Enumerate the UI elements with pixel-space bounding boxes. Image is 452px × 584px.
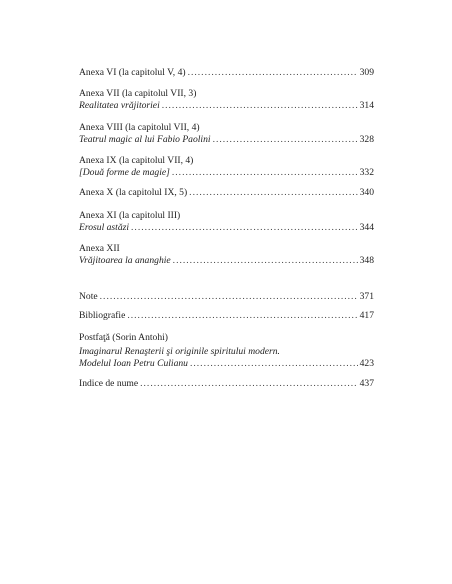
toc-entry-anexa-ix[interactable] xyxy=(79,155,374,179)
toc-entry-heading: Anexa IX (la capitolul VII, 4) xyxy=(79,155,194,166)
toc-entry-title: Vrăjitoarea la ananghie xyxy=(79,255,171,266)
toc-page-number: 332 xyxy=(359,167,374,178)
toc-entry-anexa-xi[interactable] xyxy=(79,210,374,234)
toc-page-number: 328 xyxy=(359,134,374,145)
toc-entry-title: Anexa X (la capitolul IX, 5) xyxy=(79,187,188,198)
dot-leader xyxy=(131,222,358,234)
toc-entry-heading: Anexa VIII (la capitolul VII, 4) xyxy=(79,122,200,133)
toc-entry-anexa-xii[interactable] xyxy=(79,243,374,267)
dot-leader xyxy=(188,67,358,79)
dot-leader xyxy=(127,310,357,322)
toc-page-number: 417 xyxy=(359,310,374,321)
toc-entry-anexa-vii[interactable] xyxy=(79,88,374,112)
toc-entry-title: Modelul Ioan Petru Culianu xyxy=(79,358,188,369)
toc-page-number: 371 xyxy=(359,291,374,302)
toc-entry-postfata[interactable] xyxy=(79,332,374,370)
toc-entry-anexa-vi[interactable] xyxy=(79,67,374,79)
dot-leader xyxy=(140,378,357,390)
toc-page-number: 309 xyxy=(359,67,374,78)
toc-entry-title: Indice de nume xyxy=(79,378,139,389)
dot-leader xyxy=(190,358,358,370)
toc-entry-anexa-viii[interactable] xyxy=(79,122,374,146)
toc-entry-bibliografie[interactable] xyxy=(79,310,374,322)
toc-entry-title: Erosul astăzi xyxy=(79,222,130,233)
toc-entry-title: Teatrul magic al lui Fabio Paolini xyxy=(79,134,211,145)
dot-leader xyxy=(213,134,358,146)
toc-page-number: 340 xyxy=(359,187,374,198)
toc-entry-title: Note xyxy=(79,291,98,302)
toc-entry-indice-de-nume[interactable] xyxy=(79,378,374,390)
toc-entry-heading: Anexa XII xyxy=(79,243,120,254)
dot-leader xyxy=(173,255,358,267)
toc-page-number: 423 xyxy=(359,358,374,369)
toc-page-number: 344 xyxy=(359,222,374,233)
dot-leader xyxy=(100,291,358,303)
dot-leader xyxy=(189,187,357,199)
toc-entry-title: Anexa VI (la capitolul V, 4) xyxy=(79,67,186,78)
toc-entry-title: Realitatea vrăjitoriei xyxy=(79,100,160,111)
toc-entry-heading: Postfaţă (Sorin Antohi) xyxy=(79,332,169,343)
toc-page-number: 314 xyxy=(359,100,374,111)
toc-entry-note[interactable] xyxy=(79,291,374,303)
toc-page-number: 348 xyxy=(359,255,374,266)
toc-entry-anexa-x[interactable] xyxy=(79,187,374,199)
toc-entry-title-line: Imaginarul Renaşterii şi originile spiritului modern. xyxy=(79,346,280,357)
toc-entry-title: Bibliografie xyxy=(79,310,126,321)
toc-entry-title: [Două forme de magie] xyxy=(79,167,170,178)
toc-entry-heading: Anexa VII (la capitolul VII, 3) xyxy=(79,88,197,99)
dot-leader xyxy=(162,100,358,112)
dot-leader xyxy=(172,167,358,179)
toc-page-number: 437 xyxy=(359,378,374,389)
toc-entry-heading: Anexa XI (la capitolul III) xyxy=(79,210,181,221)
